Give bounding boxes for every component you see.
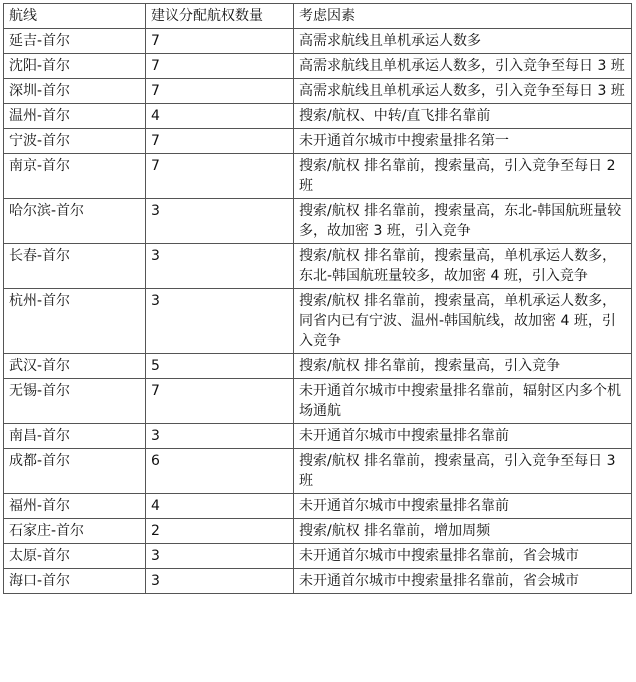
cell-count: 7 [146,79,294,104]
cell-route: 福州-首尔 [4,494,146,519]
cell-route: 海口-首尔 [4,569,146,594]
table-row [4,519,632,544]
cell-count: 3 [146,424,294,449]
cell-reason: 高需求航线且单机承运人数多，引入竞争至每日 3 班 [294,79,632,104]
cell-route: 温州-首尔 [4,104,146,129]
header-count: 建议分配航权数量 [146,4,294,29]
cell-count: 4 [146,104,294,129]
table-header-row [4,4,632,29]
cell-route: 沈阳-首尔 [4,54,146,79]
table-row [4,379,632,424]
table-body [4,29,632,594]
cell-route: 南昌-首尔 [4,424,146,449]
cell-reason: 搜索/航权 排名靠前，搜索量高，单机承运人数多，同省内已有宁波、温州-韩国航线，故加密 4 班，引入竞争 [294,289,632,354]
cell-reason: 未开通首尔城市中搜索量排名第一 [294,129,632,154]
cell-route: 无锡-首尔 [4,379,146,424]
table-row [4,154,632,199]
cell-reason: 搜索/航权 排名靠前，搜索量高，单机承运人数多，东北-韩国航班量较多，故加密 4 班，引入竞争 [294,244,632,289]
cell-count: 7 [146,129,294,154]
cell-count: 7 [146,379,294,424]
cell-reason: 搜索/航权 排名靠前，增加周频 [294,519,632,544]
cell-count: 7 [146,154,294,199]
table-row [4,544,632,569]
table-row [4,449,632,494]
table-row [4,104,632,129]
cell-count: 3 [146,569,294,594]
cell-route: 宁波-首尔 [4,129,146,154]
cell-reason: 搜索/航权 排名靠前，搜索量高，引入竞争至每日 3 班 [294,449,632,494]
cell-route: 武汉-首尔 [4,354,146,379]
cell-count: 3 [146,199,294,244]
cell-count: 3 [146,544,294,569]
cell-reason: 搜索/航权 排名靠前，搜索量高，东北-韩国航班量较多，故加密 3 班，引入竞争 [294,199,632,244]
cell-route: 延吉-首尔 [4,29,146,54]
cell-route: 南京-首尔 [4,154,146,199]
cell-reason: 未开通首尔城市中搜索量排名靠前，辐射区内多个机场通航 [294,379,632,424]
cell-reason: 搜索/航权 排名靠前，搜索量高，引入竞争 [294,354,632,379]
table-row [4,289,632,354]
header-reason: 考虑因素 [294,4,632,29]
cell-count: 5 [146,354,294,379]
table-row [4,354,632,379]
cell-reason: 未开通首尔城市中搜索量排名靠前 [294,494,632,519]
cell-count: 7 [146,29,294,54]
cell-count: 3 [146,289,294,354]
table-row [4,199,632,244]
table-row [4,569,632,594]
table-row [4,54,632,79]
cell-reason: 未开通首尔城市中搜索量排名靠前 [294,424,632,449]
route-allocation-table [3,3,632,594]
cell-count: 7 [146,54,294,79]
cell-route: 太原-首尔 [4,544,146,569]
cell-count: 2 [146,519,294,544]
cell-route: 成都-首尔 [4,449,146,494]
cell-reason: 未开通首尔城市中搜索量排名靠前，省会城市 [294,569,632,594]
cell-route: 石家庄-首尔 [4,519,146,544]
cell-reason: 高需求航线且单机承运人数多 [294,29,632,54]
cell-count: 6 [146,449,294,494]
table-row [4,424,632,449]
cell-count: 4 [146,494,294,519]
table-row [4,494,632,519]
cell-reason: 未开通首尔城市中搜索量排名靠前，省会城市 [294,544,632,569]
table-row [4,79,632,104]
cell-route: 长春-首尔 [4,244,146,289]
cell-route: 深圳-首尔 [4,79,146,104]
table-row [4,244,632,289]
table-row [4,29,632,54]
cell-route: 杭州-首尔 [4,289,146,354]
table-row [4,129,632,154]
header-route: 航线 [4,4,146,29]
cell-reason: 搜索/航权、中转/直飞排名靠前 [294,104,632,129]
cell-count: 3 [146,244,294,289]
cell-reason: 搜索/航权 排名靠前，搜索量高，引入竞争至每日 2 班 [294,154,632,199]
cell-route: 哈尔滨-首尔 [4,199,146,244]
cell-reason: 高需求航线且单机承运人数多，引入竞争至每日 3 班 [294,54,632,79]
